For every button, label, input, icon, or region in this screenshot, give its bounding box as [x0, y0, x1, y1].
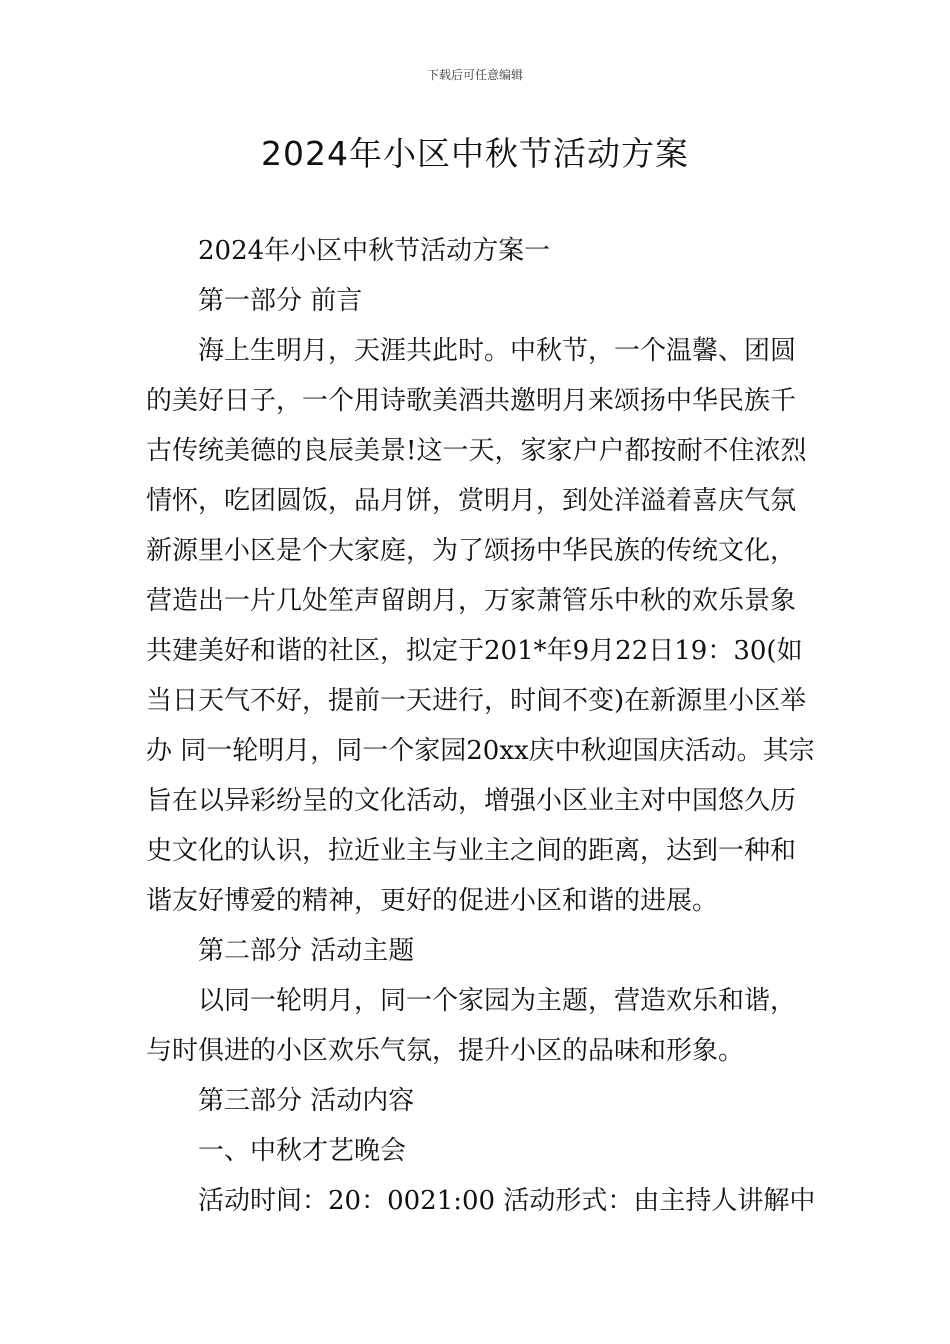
paragraph-line: 旨在以异彩纷呈的文化活动，增强小区业主对中国悠久历 — [146, 786, 797, 816]
paragraph-line: 办 同一轮明月，同一个家园20xx庆中秋迎国庆活动。其宗 — [146, 736, 815, 766]
document-body — [146, 226, 816, 1226]
paragraph-theme — [146, 976, 810, 1076]
section-heading-content: 第三部分 活动内容 — [198, 1086, 415, 1116]
paragraph-line: 与时俱进的小区欢乐气氛，提升小区的品味和形象。 — [146, 1036, 745, 1066]
section-heading-theme: 第二部分 活动主题 — [198, 936, 415, 966]
paragraph-line: 共建美好和谐的社区，拟定于201*年9月22日19：30(如 — [146, 636, 803, 666]
paragraph-line: 谐友好博爱的精神，更好的促进小区和谐的进展。 — [146, 886, 719, 916]
paragraph-line: 古传统美德的良辰美景!这一天，家家户户都按耐不住浓烈 — [146, 436, 807, 466]
activity-time-line: 活动时间：20：0021:00 活动形式：由主持人讲解中 — [198, 1186, 816, 1216]
paragraph-line: 海上生明月，天涯共此时。中秋节，一个温馨、团圆 — [198, 336, 797, 366]
paragraph-preface — [146, 326, 815, 926]
header-note: 下载后可任意编辑 — [426, 68, 523, 82]
paragraph-line: 新源里小区是个大家庭，为了颂扬中华民族的传统文化， — [146, 536, 797, 566]
paragraph-line: 情怀，吃团圆饭，品月饼，赏明月，到处洋溢着喜庆气氛 — [146, 486, 797, 516]
document-title: 2024年小区中秋节活动方案 — [261, 134, 689, 173]
paragraph-line: 当日天气不好，提前一天进行，时间不变)在新源里小区举 — [146, 686, 807, 716]
item-heading-gala: 一、中秋才艺晚会 — [198, 1136, 407, 1166]
paragraph-line: 以同一轮明月，同一个家园为主题，营造欢乐和谐， — [198, 986, 797, 1016]
section-heading-preface: 第一部分 前言 — [198, 286, 363, 316]
paragraph-line: 营造出一片几处笙声留朗月，万家萧管乐中秋的欢乐景象 — [146, 586, 797, 616]
subtitle: 2024年小区中秋节活动方案一 — [198, 236, 551, 266]
paragraph-line: 的美好日子，一个用诗歌美酒共邀明月来颂扬中华民族千 — [146, 386, 797, 416]
paragraph-line: 史文化的认识，拉近业主与业主之间的距离，达到一种和 — [146, 836, 797, 866]
